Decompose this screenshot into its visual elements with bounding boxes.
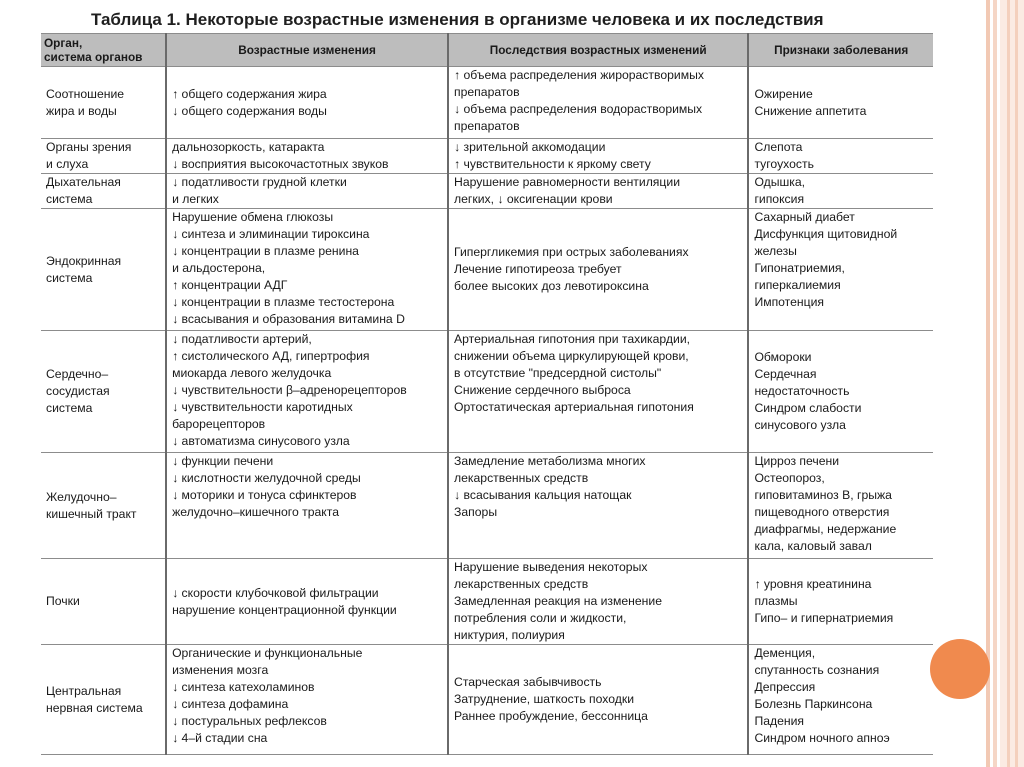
header-changes: Возрастные изменения xyxy=(166,34,448,67)
table-row xyxy=(41,209,933,331)
cell-line: Снижение сердечного выброса xyxy=(454,383,631,397)
cell-line: Падения xyxy=(754,714,805,728)
header-organ xyxy=(41,34,166,67)
cell-line: ↓ общего содержания воды xyxy=(172,103,327,118)
cell-line: Старческая забывчивость xyxy=(454,675,602,689)
cell-line: недостаточность xyxy=(754,384,850,398)
cell-consequences xyxy=(448,67,748,139)
cell-line: ↓ функции печени xyxy=(172,454,274,468)
decorative-stripe xyxy=(993,0,997,767)
cell-line: Органы зрения xyxy=(46,140,132,154)
cell-changes xyxy=(166,209,448,331)
cell-line: Дыхательная xyxy=(46,175,121,189)
cell-line: ↓ синтеза дофамина xyxy=(172,697,289,711)
cell-line: ↓ чувствительности каротидных xyxy=(172,400,353,414)
cell-line: Ожирение xyxy=(754,86,813,101)
cell-line: диафрагмы, недержание xyxy=(754,522,897,536)
cell-line: препаратов xyxy=(454,85,520,99)
decorative-stripe xyxy=(1000,0,1024,767)
cell-line: гиперкалиемия xyxy=(754,278,841,292)
cell-line: ↓ чувствительности β–адренорецепторов xyxy=(172,383,407,397)
cell-line: изменения мозга xyxy=(172,663,269,677)
cell-line: Нарушение равномерности вентиляции xyxy=(454,175,680,189)
cell-signs xyxy=(748,139,933,174)
cell-line: ↑ концентрации АДГ xyxy=(172,278,288,292)
cell-line: кала, каловый завал xyxy=(754,539,872,553)
cell-line: Лечение гипотиреоза требует xyxy=(454,262,622,276)
cell-line: Ортостатическая артериальная гипотония xyxy=(454,400,694,414)
cell-line: Болезнь Паркинсона xyxy=(754,697,873,711)
cell-line: Затруднение, шаткость походки xyxy=(454,692,635,706)
cell-line: Почки xyxy=(46,594,80,608)
cell-line: Гипо– и гипернатриемия xyxy=(754,611,894,625)
cell-signs xyxy=(748,209,933,331)
cell-signs xyxy=(748,645,933,755)
cell-line: Снижение аппетита xyxy=(754,103,867,118)
cell-consequences xyxy=(448,331,748,453)
cell-line: Дисфункция щитовидной xyxy=(754,227,898,241)
cell-line: желудочно–кишечного тракта xyxy=(172,505,339,519)
cell-line: гиповитаминоз В, грыжа xyxy=(754,488,892,502)
cell-line: система xyxy=(46,401,93,415)
cell-changes xyxy=(166,331,448,453)
age-changes-table xyxy=(41,33,933,755)
cell-line: пищеводного отверстия xyxy=(754,505,890,519)
cell-line: Деменция, xyxy=(754,646,816,660)
decorative-stripe xyxy=(1015,0,1018,767)
cell-line: Нарушение обмена глюкозы xyxy=(172,210,334,224)
table-title: Таблица 1. Некоторые возрастные изменения в организме человека и их последствия xyxy=(91,10,824,29)
cell-line: синусового узла xyxy=(754,418,846,432)
cell-signs xyxy=(748,331,933,453)
cell-consequences xyxy=(448,645,748,755)
table-row xyxy=(41,645,933,755)
cell-signs xyxy=(748,559,933,645)
table-row xyxy=(41,139,933,174)
cell-line: Импотенция xyxy=(754,295,825,309)
cell-organ xyxy=(41,453,166,559)
cell-line: Сердечная xyxy=(754,367,817,381)
cell-line: Раннее пробуждение, бессонница xyxy=(454,709,648,723)
cell-consequences xyxy=(448,174,748,209)
cell-line: спутанность сознания xyxy=(754,663,880,677)
cell-line: ↓ концентрации в плазме ренина xyxy=(172,244,359,258)
cell-line: Артериальная гипотония при тахикардии, xyxy=(454,332,691,346)
cell-line: ↓ податливости грудной клетки xyxy=(172,175,347,189)
cell-line: Соотношение xyxy=(46,86,125,101)
table-row xyxy=(41,453,933,559)
cell-organ xyxy=(41,645,166,755)
cell-line: лекарственных средств xyxy=(454,471,589,485)
cell-line: ↓ синтеза и элиминации тироксина xyxy=(172,227,370,241)
cell-line: ↓ концентрации в плазме тестостерона xyxy=(172,295,395,309)
cell-line: Органические и функциональные xyxy=(172,646,363,660)
cell-consequences xyxy=(448,559,748,645)
header-organ-line: система органов xyxy=(44,50,143,64)
cell-line: Нарушение выведения некоторых xyxy=(454,560,648,574)
cell-line: Обмороки xyxy=(754,350,812,364)
cell-line: ↓ скорости клубочковой фильтрации xyxy=(172,585,379,600)
cell-line: препаратов xyxy=(454,119,520,133)
cell-changes xyxy=(166,67,448,139)
cell-line: и альдостерона, xyxy=(172,261,266,275)
cell-line: жира и воды xyxy=(46,103,117,118)
cell-line: ↓ синтеза катехоламинов xyxy=(172,680,315,694)
cell-line: дальнозоркость, катаракта xyxy=(172,140,325,154)
cell-signs xyxy=(748,174,933,209)
table-row xyxy=(41,331,933,453)
header-signs: Признаки заболевания xyxy=(748,34,933,67)
cell-line: Замедление метаболизма многих xyxy=(454,454,646,468)
cell-organ xyxy=(41,209,166,331)
cell-line: ↑ общего содержания жира xyxy=(172,86,327,101)
cell-line: ↓ всасывания и образования витамина D xyxy=(172,312,405,326)
cell-organ xyxy=(41,559,166,645)
table-header-row xyxy=(41,34,933,67)
cell-consequences xyxy=(448,139,748,174)
cell-line: никтурия, полиурия xyxy=(454,628,565,642)
cell-line: миокарда левого желудочка xyxy=(172,366,332,380)
cell-consequences xyxy=(448,209,748,331)
cell-line: ↓ кислотности желудочной среды xyxy=(172,471,361,485)
cell-line: Сахарный диабет xyxy=(754,210,855,224)
cell-line: ↓ автоматизма синусового узла xyxy=(172,434,350,448)
cell-line: система xyxy=(46,270,93,285)
cell-line: ↑ чувствительности к яркому свету xyxy=(454,157,651,171)
cell-line: плазмы xyxy=(754,594,798,608)
decorative-stripe xyxy=(1007,0,1010,767)
cell-line: Синдром ночного апноэ xyxy=(754,731,890,745)
cell-line: и слуха xyxy=(46,157,89,171)
header-organ-line: Орган, xyxy=(44,36,83,50)
cell-changes xyxy=(166,139,448,174)
cell-line: и легких xyxy=(172,192,219,206)
cell-line: Синдром слабости xyxy=(754,401,862,415)
cell-line: Цирроз печени xyxy=(754,454,840,468)
header-consequences: Последствия возрастных изменений xyxy=(448,34,748,67)
cell-line: ↓ зрительной аккомодации xyxy=(454,140,606,154)
decorative-orange-circle xyxy=(930,639,990,699)
cell-line: ↓ всасывания кальция натощак xyxy=(454,488,632,502)
table-row xyxy=(41,67,933,139)
cell-line: нарушение концентрационной функции xyxy=(172,602,397,617)
cell-line: сосудистая xyxy=(46,384,110,398)
cell-line: Эндокринная xyxy=(46,253,122,268)
cell-line: лекарственных средств xyxy=(454,577,589,591)
cell-line: легких, ↓ оксигенации крови xyxy=(454,192,613,206)
cell-line: более высоких доз левотироксина xyxy=(454,279,649,293)
table-row xyxy=(41,559,933,645)
cell-line: система xyxy=(46,192,93,206)
cell-line: железы xyxy=(754,244,797,258)
cell-line: Гипергликемия при острых заболеваниях xyxy=(454,245,689,259)
cell-organ xyxy=(41,174,166,209)
cell-line: тугоухость xyxy=(754,157,814,171)
cell-line: ↑ уровня креатинина xyxy=(754,577,872,591)
cell-line: ↓ восприятия высокочастотных звуков xyxy=(172,157,389,171)
decorative-stripe xyxy=(986,0,990,767)
cell-line: ↓ 4–й стадии сна xyxy=(172,731,268,745)
cell-signs xyxy=(748,67,933,139)
cell-line: ↓ постуральных рефлексов xyxy=(172,714,327,728)
cell-changes xyxy=(166,559,448,645)
cell-line: Замедленная реакция на изменение xyxy=(454,594,662,608)
cell-changes xyxy=(166,453,448,559)
cell-organ xyxy=(41,67,166,139)
table-row xyxy=(41,174,933,209)
cell-line: барорецепторов xyxy=(172,417,266,431)
cell-line: гипоксия xyxy=(754,192,805,206)
cell-line: Депрессия xyxy=(754,680,816,694)
cell-organ xyxy=(41,331,166,453)
cell-line: кишечный тракт xyxy=(46,506,137,521)
cell-line: Гипонатриемия, xyxy=(754,261,845,275)
cell-line: Слепота xyxy=(754,140,803,154)
cell-line: Одышка, xyxy=(754,175,806,189)
cell-line: Остеопороз, xyxy=(754,471,825,485)
cell-changes xyxy=(166,645,448,755)
cell-line: ↓ податливости артерий, xyxy=(172,332,312,346)
cell-signs xyxy=(748,453,933,559)
cell-line: потребления соли и жидкости, xyxy=(454,611,627,625)
cell-changes xyxy=(166,174,448,209)
cell-line: Желудочно– xyxy=(46,489,117,504)
cell-line: Сердечно– xyxy=(46,367,109,381)
cell-line: снижении объема циркулирующей крови, xyxy=(454,349,689,363)
cell-line: Запоры xyxy=(454,505,498,519)
cell-line: ↓ объема распределения водорастворимых xyxy=(454,102,703,116)
cell-line: Центральная xyxy=(46,683,122,698)
cell-line: ↑ объема распределения жирорастворимых xyxy=(454,68,704,82)
cell-line: в отсутствие "предсердной систолы" xyxy=(454,366,662,380)
cell-consequences xyxy=(448,453,748,559)
cell-line: ↓ моторики и тонуса сфинктеров xyxy=(172,488,357,502)
cell-line: нервная система xyxy=(46,700,143,715)
cell-line: ↑ систолического АД, гипертрофия xyxy=(172,349,370,363)
cell-organ xyxy=(41,139,166,174)
